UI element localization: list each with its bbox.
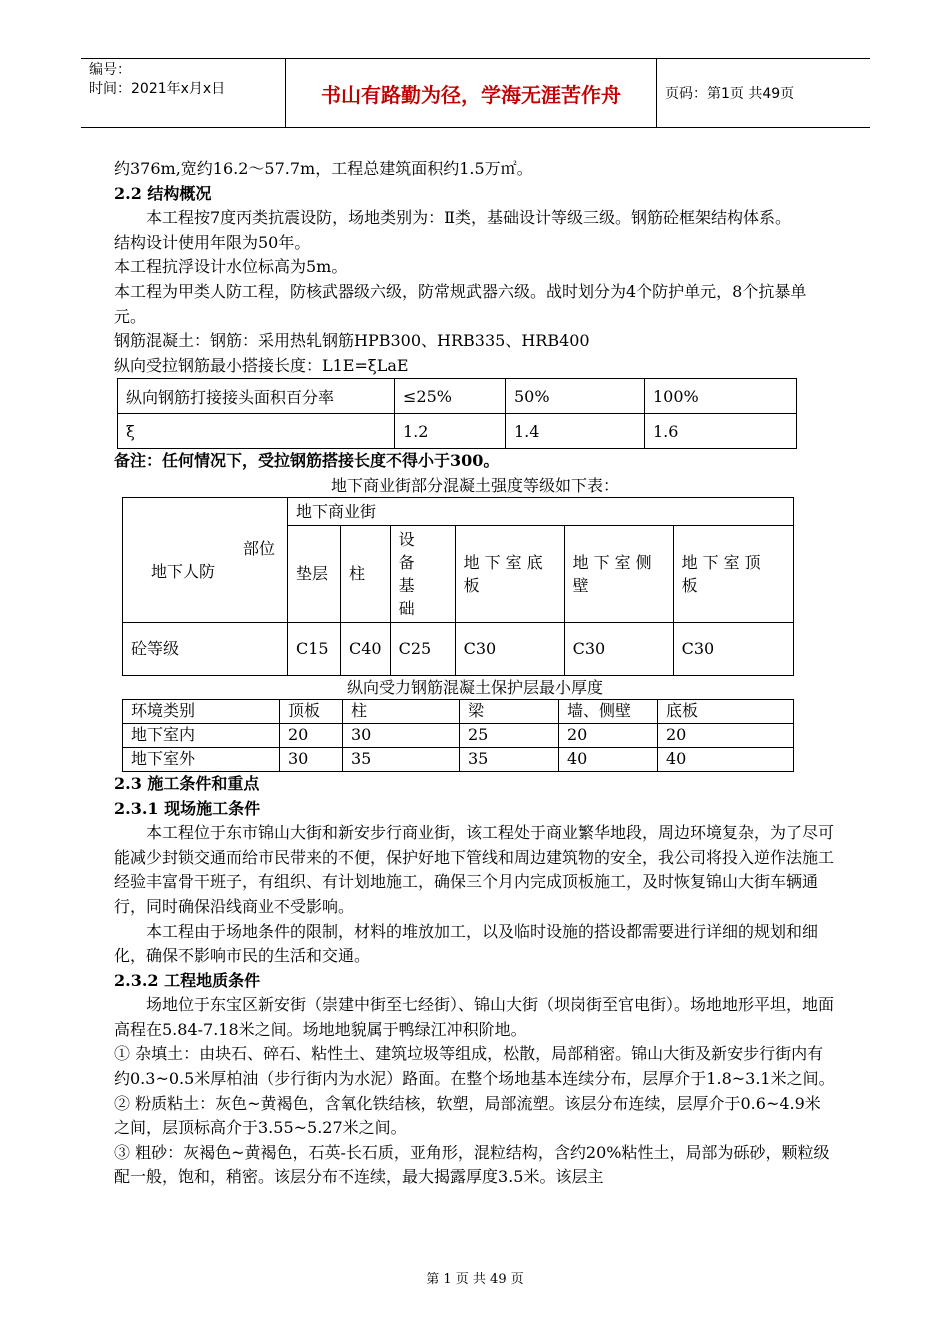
header-time-label: 时间：2021年x月x日 xyxy=(89,81,226,97)
table-row xyxy=(118,379,797,414)
table-group-header: 地下商业街 xyxy=(288,497,794,525)
table-header-cell: 地下室顶板 xyxy=(673,525,793,622)
table-cell: 1.4 xyxy=(506,414,645,449)
page-footer: 第 1 页 共 49 页 xyxy=(426,1272,524,1287)
header-number-label: 编号： xyxy=(89,62,131,78)
table-header-cell: 地下室侧壁 xyxy=(564,525,673,622)
table-row xyxy=(123,497,794,525)
corner-top-label: 部位 xyxy=(242,538,275,558)
paragraph: 场地位于东宝区新安街（崇建中街至七经街）、锦山大街（坝岗街至官电街）。场地地形平坦，地面高程在5.84-7.18米之间。场地地貌属于鸭绿江冲积阶地。 xyxy=(114,995,835,1039)
table-cell: ξ xyxy=(118,414,395,449)
cover-table-caption: 纵向受力钢筋混凝土保护层最小厚度 xyxy=(346,677,603,697)
table-header-cell: 底板 xyxy=(658,699,794,723)
table-cell: 地下室内 xyxy=(123,723,280,747)
table-cell: 25 xyxy=(460,723,559,747)
table-row xyxy=(123,622,794,675)
section-2-3-title: 2.3 施工条件和重点 xyxy=(114,773,260,793)
table-header-cell: 垫层 xyxy=(288,525,341,622)
corner-bottom-label: 地下人防 xyxy=(151,561,216,581)
paragraph: ② 粉质粘土：灰色~黄褐色，含氧化铁结核，软塑，局部流塑。该层分布连续，层厚介于0.6~4.9米之间，层顶标高介于3.55~5.27米之间。 xyxy=(114,1093,821,1138)
table-cell: 40 xyxy=(559,747,658,771)
table-row xyxy=(118,414,797,449)
paragraph: 纵向受拉钢筋最小搭接长度：L1E=ξLaE xyxy=(114,355,409,375)
paragraph: ③ 粗砂：灰褐色~黄褐色，石英-长石质，亚角形，混粒结构，含约20%粘性土，局部为砾砂，颗粒级配一般，饱和，稍密。该层分布不连续，最大揭露厚度3.5米。该层主 xyxy=(114,1142,830,1187)
table-header-cell: 柱 xyxy=(341,525,391,622)
concrete-strength-table xyxy=(122,497,794,676)
table-cell: 40 xyxy=(658,747,794,771)
paragraph: 本工程为甲类人防工程，防核武器级六级，防常规武器六级。战时划分为4个防护单元，8个抗暴单元。 xyxy=(114,281,807,326)
table-cell: C25 xyxy=(390,622,455,675)
paragraph: 钢筋混凝土：钢筋：采用热轧钢筋HPB300、HRB335、HRB400 xyxy=(114,331,590,351)
table-cell: 35 xyxy=(460,747,559,771)
table-cell: 20 xyxy=(280,723,343,747)
table-header-cell: 顶板 xyxy=(280,699,343,723)
table-header-cell: 梁 xyxy=(460,699,559,723)
table-row xyxy=(123,747,794,771)
table-header-cell: 环境类别 xyxy=(123,699,280,723)
table-cell: 1.2 xyxy=(395,414,506,449)
paragraph: 结构设计使用年限为50年。 xyxy=(114,232,311,252)
table-cell: 20 xyxy=(658,723,794,747)
paragraph: 本工程由于场地条件的限制，材料的堆放加工，以及临时设施的搭设都需要进行详细的规划和细化，确保不影响市民的生活和交通。 xyxy=(114,921,819,966)
intro-line: 约376m,宽约16.2～57.7m，工程总建筑面积约1.5万㎡。 xyxy=(114,159,533,178)
table-cell: 30 xyxy=(280,747,343,771)
table-cell: C15 xyxy=(288,622,341,675)
paragraph: 本工程位于东市锦山大街和新安步行商业街，该工程处于商业繁华地段，周边环境复杂，为了尽可能减少封锁交通而给市民带来的不便，保护好地下管线和周边建筑物的安全，我公司将投入逆作法施工经验丰富骨干班子，有组织、有计划地施工，确保三个月内完成顶板施工，及时恢复锦山大街车辆通行，同时确保沿线商业不受影响。 xyxy=(114,823,835,916)
table-row xyxy=(123,699,794,723)
table-cell: 50% xyxy=(506,379,645,414)
table-cell: 30 xyxy=(343,723,460,747)
page-header xyxy=(81,58,870,128)
table-row xyxy=(123,723,794,747)
document-body xyxy=(114,157,836,1190)
table-corner-cell xyxy=(123,497,288,622)
table-header-cell: 墙、侧壁 xyxy=(559,699,658,723)
table-cell: 地下室外 xyxy=(123,747,280,771)
paragraph: ① 杂填土：由块石、碎石、粘性土、建筑垃圾等组成，松散，局部稍密。锦山大街及新安步行街内有约0.3~0.5米厚柏油（步行街内为水泥）路面。在整个场地基本连续分布，层厚介于1.8~3.1米之间。 xyxy=(114,1044,835,1089)
lap-length-table xyxy=(117,378,797,449)
table-header-cell: 设备基础 xyxy=(390,525,455,622)
strength-table-caption: 地下商业街部分混凝土强度等级如下表： xyxy=(330,475,619,495)
table-cell: 100% xyxy=(645,379,797,414)
header-motto: 书山有路勤为径，学海无涯苦作舟 xyxy=(285,59,657,127)
table-cell: C30 xyxy=(673,622,793,675)
table-header-cell: 柱 xyxy=(343,699,460,723)
table-header-cell: 地下室底板 xyxy=(455,525,564,622)
concrete-cover-table xyxy=(122,699,794,772)
table-cell: 20 xyxy=(559,723,658,747)
table-cell: 35 xyxy=(343,747,460,771)
section-2-3-1-title: 2.3.1 现场施工条件 xyxy=(114,798,261,818)
section-2-2-title: 2.2 结构概况 xyxy=(114,183,212,203)
table-cell: C30 xyxy=(455,622,564,675)
table-cell: 1.6 xyxy=(645,414,797,449)
note: 备注：任何情况下，受拉钢筋搭接长度不得小于300。 xyxy=(114,451,500,471)
paragraph: 本工程抗浮设计水位标高为5m。 xyxy=(114,257,348,277)
table-cell: C40 xyxy=(341,622,391,675)
header-page-info: 页码：第1页 共49页 xyxy=(665,86,795,102)
table-cell: ≤25% xyxy=(395,379,506,414)
table-cell: C30 xyxy=(564,622,673,675)
section-2-3-2-title: 2.3.2 工程地质条件 xyxy=(114,970,261,990)
header-meta xyxy=(89,61,225,99)
paragraph: 本工程按7度丙类抗震设防，场地类别为：Ⅱ类，基础设计等级三级。钢筋砼框架结构体系。 xyxy=(146,208,792,228)
table-cell: 纵向钢筋打接接头面积百分率 xyxy=(118,379,395,414)
table-row-label: 砼等级 xyxy=(123,622,288,675)
